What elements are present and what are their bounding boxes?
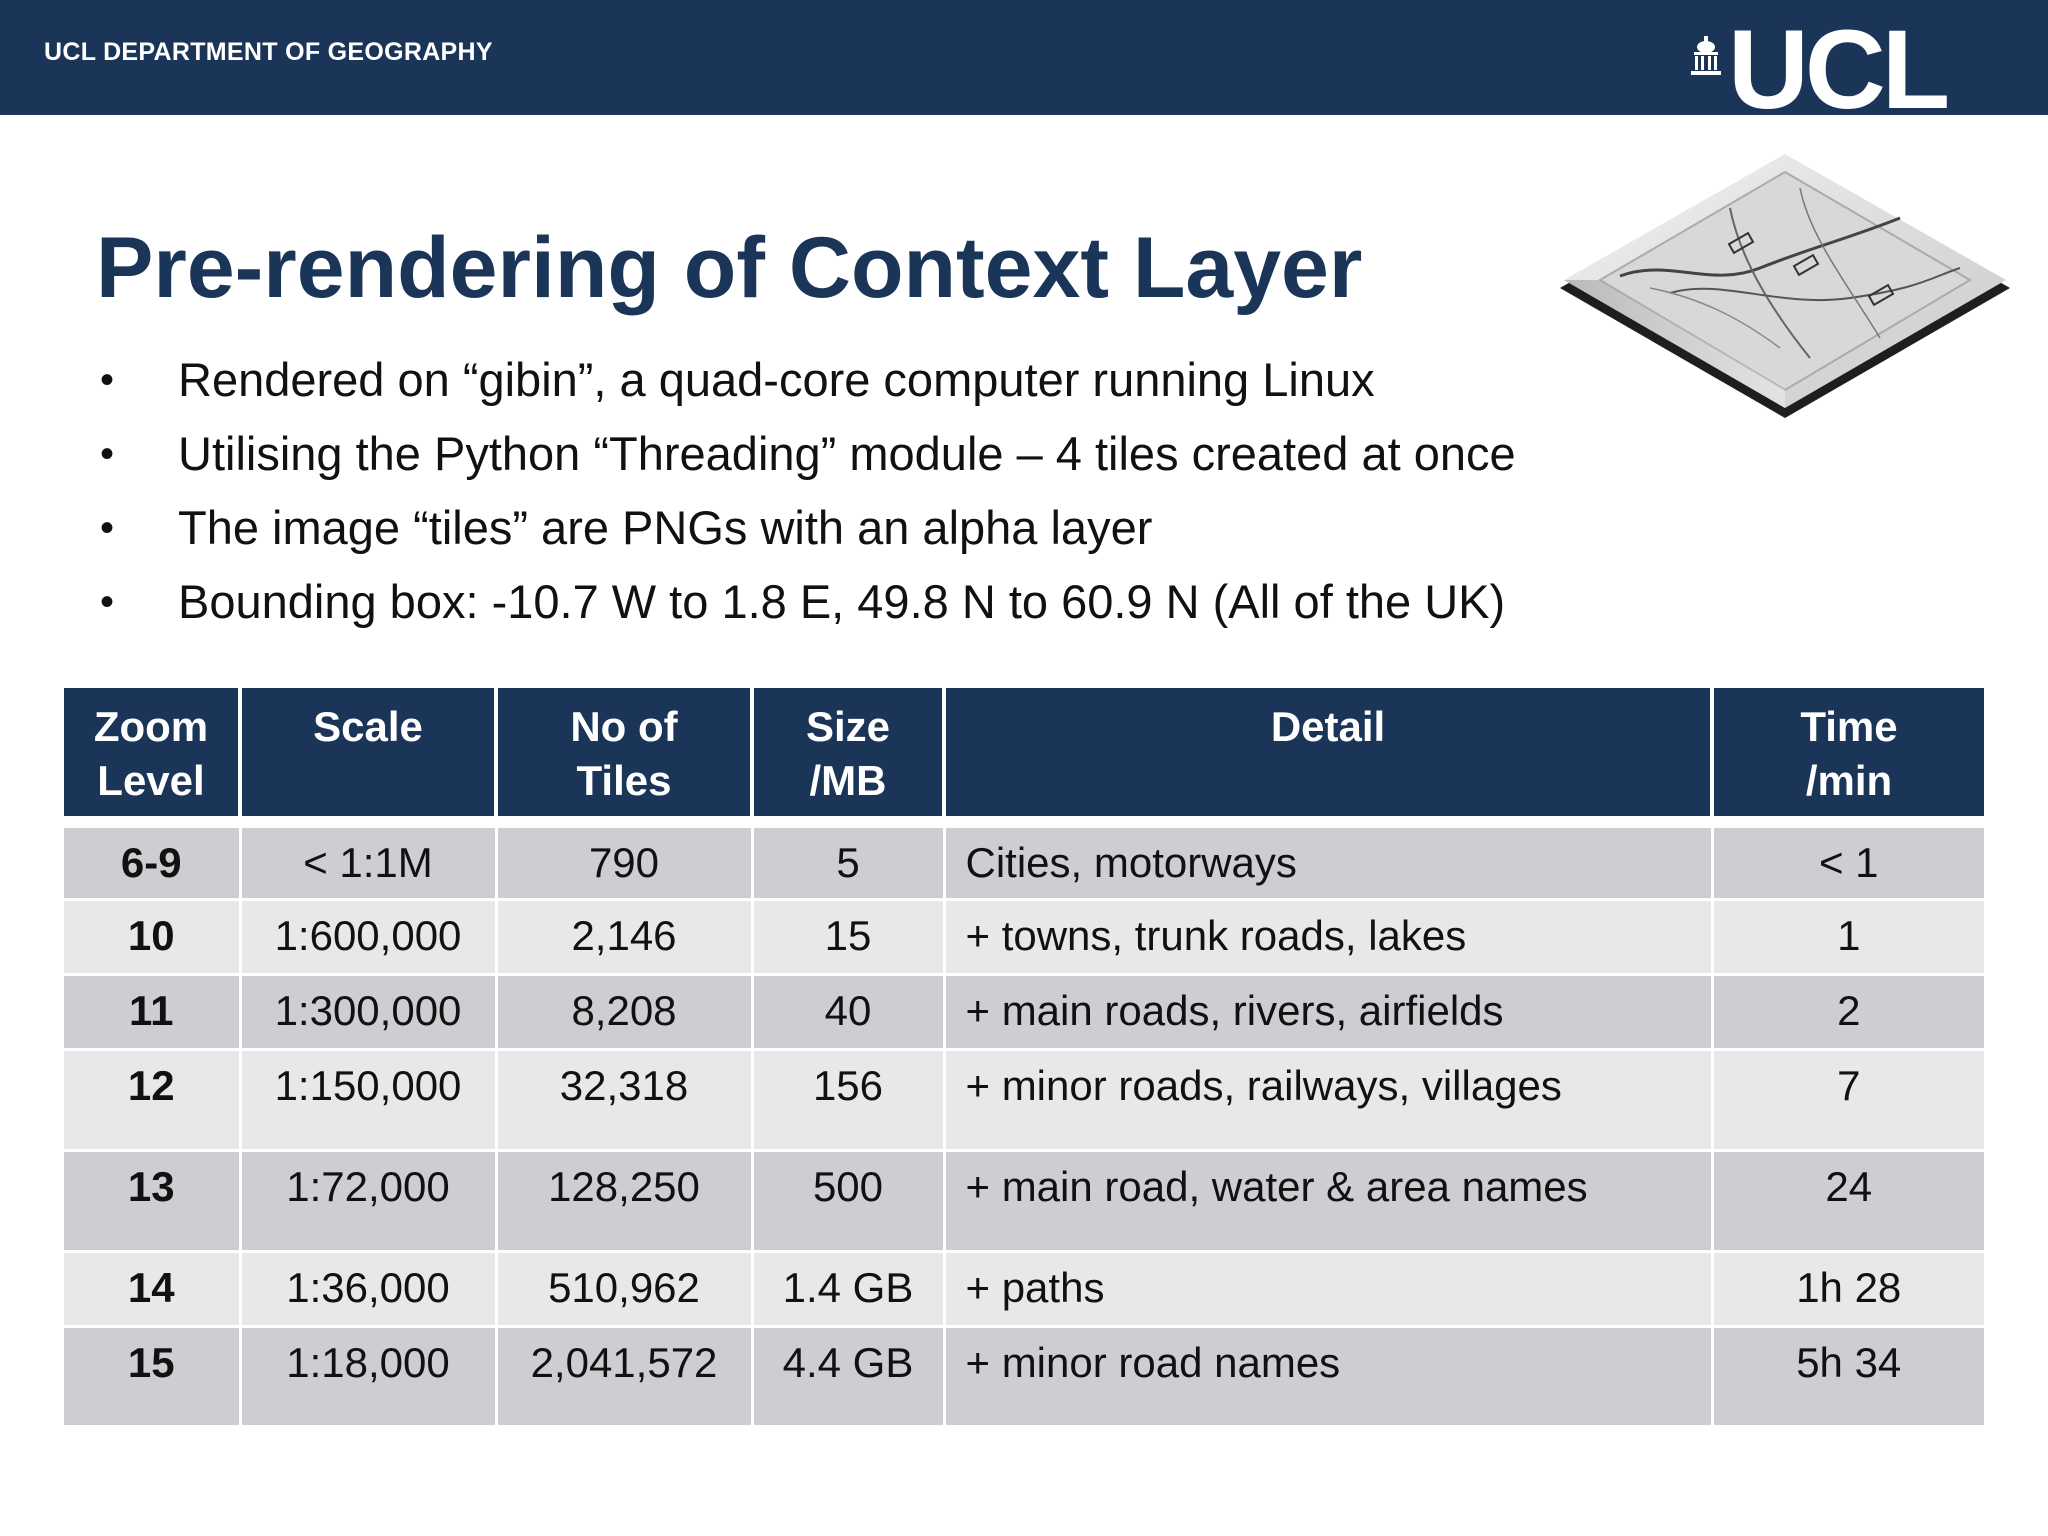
- cell-detail: Cities, motorways: [944, 826, 1712, 899]
- ucl-logo: [1688, 7, 1988, 132]
- tile-stats-table: [64, 688, 1984, 1428]
- cell-detail: + main road, water & area names: [944, 1150, 1712, 1251]
- slide-title: Pre-rendering of Context Layer: [96, 220, 1363, 316]
- logo-text: UCL: [1728, 7, 1947, 132]
- cell-time: 24: [1712, 1150, 1984, 1251]
- bullet-text: Bounding box: -10.7 W to 1.8 E, 49.8 N to 60.9 N (All of the UK): [178, 575, 1506, 628]
- bullet-text: Rendered on “gibin”, a quad-core computer running Linux: [178, 353, 1375, 406]
- cell-detail: + towns, trunk roads, lakes: [944, 899, 1712, 974]
- header-no-of-tiles: No of Tiles: [496, 688, 752, 818]
- cell-time: 2: [1712, 974, 1984, 1049]
- header-detail: Detail: [944, 688, 1712, 818]
- cell-time: 7: [1712, 1049, 1984, 1150]
- ucl-portico-icon: [1688, 36, 1724, 80]
- cell-tiles: 2,146: [496, 899, 752, 974]
- table-header-row: [64, 688, 1984, 818]
- cell-tiles: 128,250: [496, 1150, 752, 1251]
- cell-zoom: 15: [64, 1326, 240, 1426]
- header-bar: [0, 0, 2048, 132]
- table-row: [64, 826, 1984, 899]
- cell-tiles: 32,318: [496, 1049, 752, 1150]
- cell-scale: 1:300,000: [240, 974, 496, 1049]
- bullet-icon: •: [100, 506, 115, 550]
- cell-detail: + minor road names: [944, 1326, 1712, 1426]
- cell-zoom: 6-9: [64, 826, 240, 899]
- cell-scale: < 1:1M: [240, 826, 496, 899]
- cell-size: 5: [752, 826, 944, 899]
- header-scale: Scale: [240, 688, 496, 818]
- cell-size: 1.4 GB: [752, 1251, 944, 1326]
- cell-tiles: 8,208: [496, 974, 752, 1049]
- cell-tiles: 790: [496, 826, 752, 899]
- bullet-icon: •: [100, 358, 115, 402]
- bullet-item: [100, 422, 1516, 496]
- bullet-item: [100, 348, 1516, 422]
- cell-zoom: 12: [64, 1049, 240, 1150]
- table-row: [64, 974, 1984, 1049]
- table-row: [64, 1251, 1984, 1326]
- bullet-icon: •: [100, 580, 115, 624]
- bullet-item: [100, 570, 1516, 644]
- bullet-list: [100, 348, 1516, 644]
- cell-tiles: 2,041,572: [496, 1326, 752, 1426]
- cell-time: 1: [1712, 899, 1984, 974]
- cell-size: 500: [752, 1150, 944, 1251]
- header-size: Size /MB: [752, 688, 944, 818]
- table-row: [64, 1049, 1984, 1150]
- cell-scale: 1:72,000: [240, 1150, 496, 1251]
- cell-time: 1h 28: [1712, 1251, 1984, 1326]
- department-name: UCL DEPARTMENT OF GEOGRAPHY: [44, 38, 493, 66]
- table-row: [64, 1326, 1984, 1426]
- cell-size: 156: [752, 1049, 944, 1150]
- cell-scale: 1:150,000: [240, 1049, 496, 1150]
- bullet-icon: •: [100, 432, 115, 476]
- cell-zoom: 11: [64, 974, 240, 1049]
- header-zoom-level: Zoom Level: [64, 688, 240, 818]
- cell-detail: + minor roads, railways, villages: [944, 1049, 1712, 1150]
- cell-scale: 1:600,000: [240, 899, 496, 974]
- cell-detail: + main roads, rivers, airfields: [944, 974, 1712, 1049]
- bullet-item: [100, 496, 1516, 570]
- cell-scale: 1:18,000: [240, 1326, 496, 1426]
- table-row: [64, 1150, 1984, 1251]
- bullet-text: Utilising the Python “Threading” module – 4 tiles created at once: [178, 427, 1516, 480]
- cell-size: 40: [752, 974, 944, 1049]
- cell-tiles: 510,962: [496, 1251, 752, 1326]
- cell-zoom: 14: [64, 1251, 240, 1326]
- cell-zoom: 13: [64, 1150, 240, 1251]
- cell-zoom: 10: [64, 899, 240, 974]
- cell-time: < 1: [1712, 826, 1984, 899]
- bullet-text: The image “tiles” are PNGs with an alpha layer: [178, 501, 1153, 554]
- map-tile-illustration: [1550, 148, 2020, 438]
- cell-scale: 1:36,000: [240, 1251, 496, 1326]
- cell-size: 4.4 GB: [752, 1326, 944, 1426]
- table-row: [64, 899, 1984, 974]
- cell-size: 15: [752, 899, 944, 974]
- cell-detail: + paths: [944, 1251, 1712, 1326]
- cell-time: 5h 34: [1712, 1326, 1984, 1426]
- header-time: Time /min: [1712, 688, 1984, 818]
